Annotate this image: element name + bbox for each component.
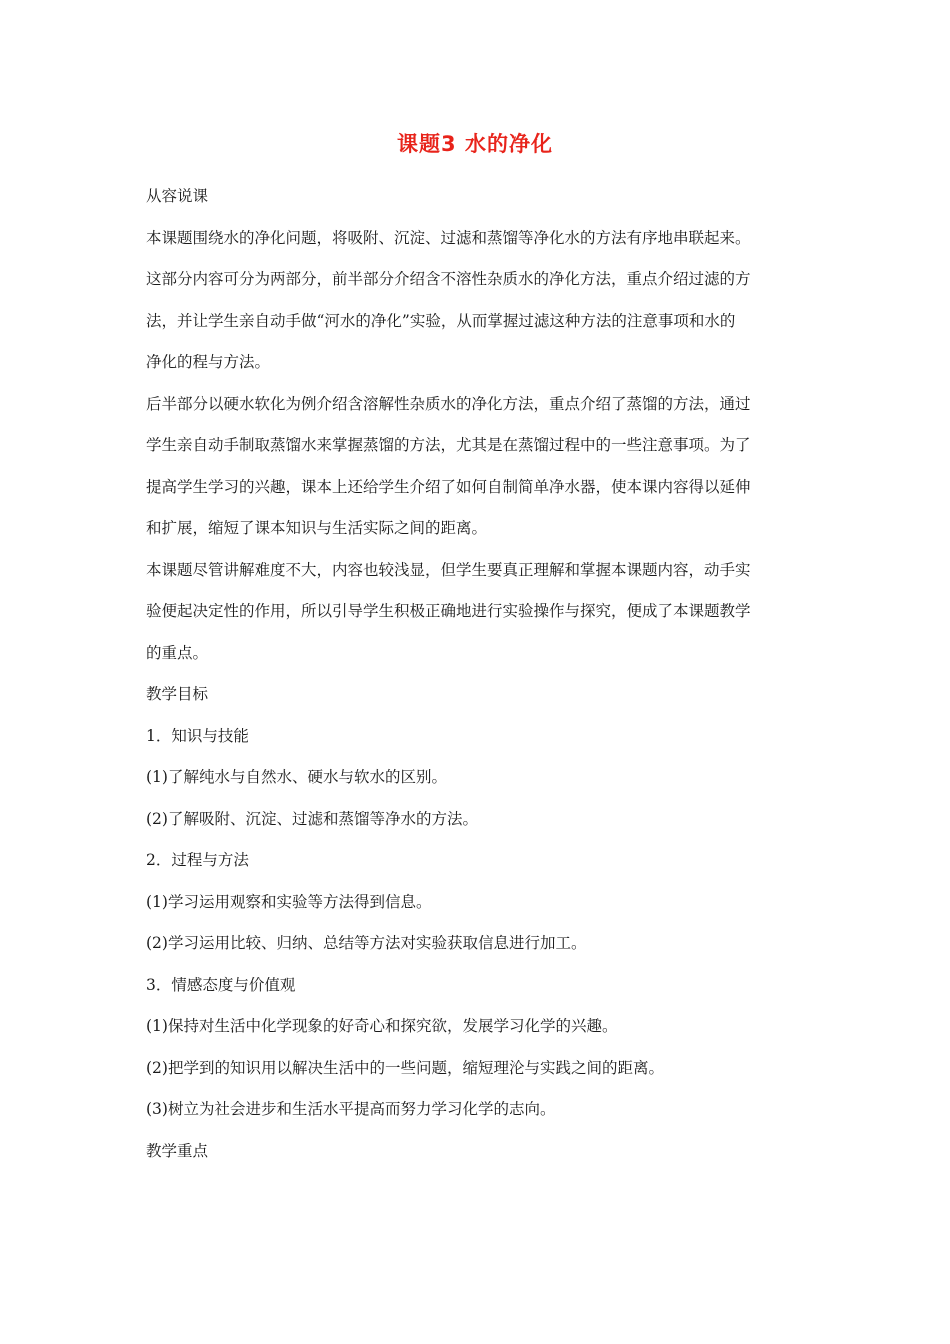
page-title: 课题3 水的净化 <box>397 132 553 156</box>
paragraph-line: 本课题围绕水的净化问题，将吸附、沉淀、过滤和蒸馏等净化水的方法有序地串联起来。 <box>146 228 751 247</box>
paragraph-line: 学生亲自动手制取蒸馏水来掌握蒸馏的方法，尤其是在蒸馏过程中的一些注意事项。为了 <box>146 436 751 454</box>
paragraph-line: 后半部分以硬水软化为例介绍含溶解性杂质水的净化方法，重点介绍了蒸馏的方法，通过 <box>146 394 751 413</box>
paragraph-line: 这部分内容可分为两部分，前半部分介绍含不溶性杂质水的净化方法，重点介绍过滤的方 <box>146 270 751 288</box>
paragraph-line: 提高学生学习的兴趣，课本上还给学生介绍了如何自制简单净水器，使本课内容得以延伸 <box>146 477 751 496</box>
paragraph-line: 和扩展，缩短了课本知识与生活实际之间的距离。 <box>146 519 488 537</box>
list-item: (1)了解纯水与自然水、硬水与软水的区别。 <box>146 768 447 786</box>
paragraph-line: 本课题尽管讲解难度不大，内容也较浅显，但学生要真正理解和掌握本课题内容，动手实 <box>146 560 751 579</box>
list-item: (2)把学到的知识用以解决生活中的一些问题，缩短理沦与实践之间的距离。 <box>146 1058 664 1077</box>
section-heading: 教学重点 <box>146 1141 209 1160</box>
section-heading: 从容说课 <box>146 187 209 205</box>
document-body <box>146 176 806 1172</box>
list-item: (3)树立为社会进步和生活水平提高而努力学习化学的志向。 <box>146 1100 556 1118</box>
paragraph-line: 的重点。 <box>146 643 209 662</box>
paragraph-line: 验便起决定性的作用，所以引导学生积极正确地进行实验操作与探究，便成了本课题教学 <box>146 602 751 620</box>
subsection-heading: 1．知识与技能 <box>146 726 249 745</box>
list-item: (2)了解吸附、沉淀、过滤和蒸馏等净水的方法。 <box>146 809 478 828</box>
section-heading: 教学目标 <box>146 685 209 703</box>
paragraph-line: 法，并让学生亲自动手做“河水的净化”实验，从而掌握过滤这种方法的注意事项和水的 <box>146 311 736 330</box>
list-item: (2)学习运用比较、归纳、总结等方法对实验获取信息进行加工。 <box>146 934 587 952</box>
subsection-heading: 2．过程与方法 <box>146 851 249 869</box>
paragraph-line: 净化的程与方法。 <box>146 353 271 371</box>
subsection-heading: 3．情感态度与价值观 <box>146 975 296 994</box>
list-item: (1)保持对生活中化学现象的好奇心和探究欲，发展学习化学的兴趣。 <box>146 1017 618 1035</box>
list-item: (1)学习运用观察和实验等方法得到信息。 <box>146 892 432 911</box>
